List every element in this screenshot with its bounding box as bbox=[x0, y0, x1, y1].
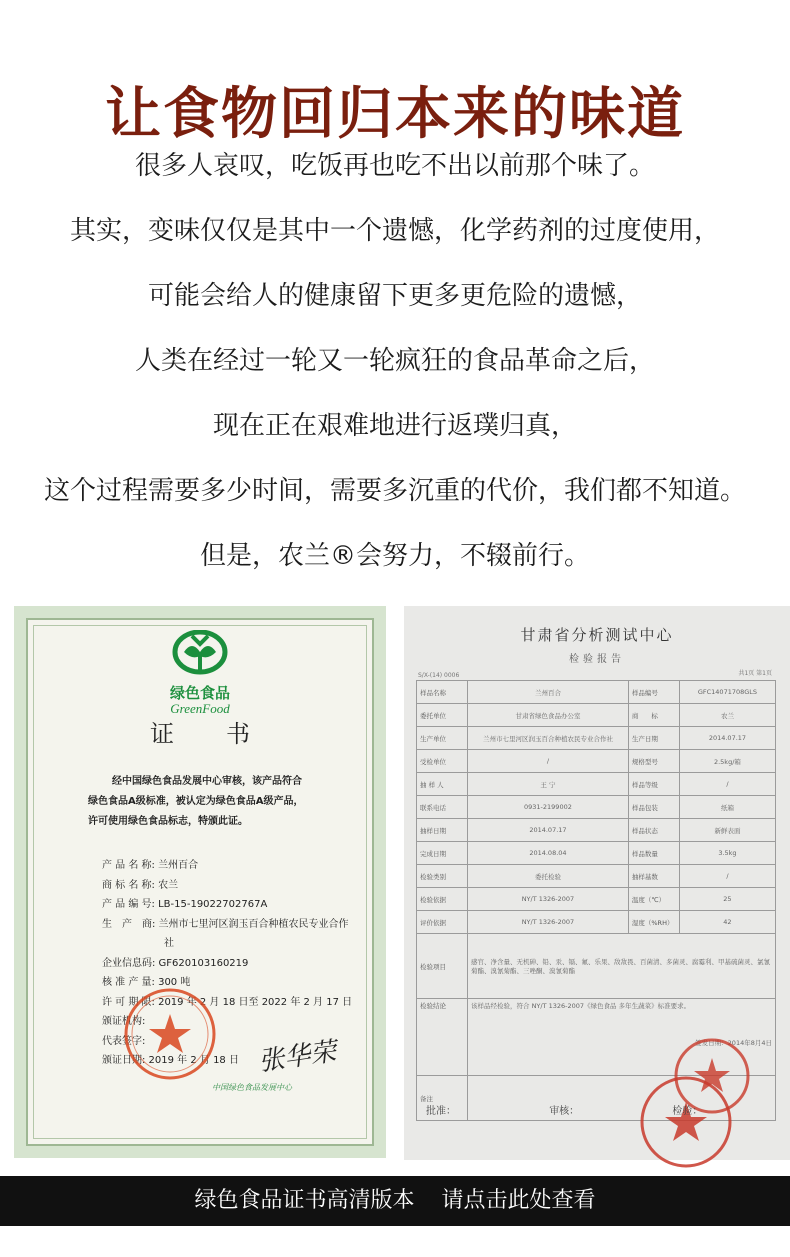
table-row bbox=[417, 888, 776, 911]
report-seal-2-icon bbox=[638, 1074, 734, 1174]
table-value: 42 bbox=[679, 911, 775, 934]
table-value: 兰州百合 bbox=[468, 681, 629, 704]
certificate-field: 产 品 名 称: 兰州百合 bbox=[102, 860, 199, 871]
review-label: 审核： bbox=[549, 1106, 580, 1117]
table-label: 抽样日期 bbox=[417, 819, 468, 842]
items-label: 检验项目 bbox=[417, 934, 468, 999]
table-label: 样品等级 bbox=[628, 773, 679, 796]
paragraph-line: 其实，变味仅仅是其中一个遗憾，化学药剂的过度使用， bbox=[69, 216, 720, 246]
table-label: 湿度（%RH） bbox=[628, 911, 679, 934]
certificate-statement bbox=[88, 772, 348, 832]
paragraph-line: 这个过程需要多少时间，需要多沉重的代价，我们都不知道。 bbox=[43, 476, 746, 506]
table-row bbox=[417, 934, 776, 999]
test-report[interactable] bbox=[404, 606, 790, 1160]
items-text: 感官、净含量、无机砷、铅、汞、镉、氟、乐果、敌敌畏、百菌清、多菌灵、腐霉利、甲基硫菌灵、氯氰菊酯、溴氰菊酯、三唑酮、溴氰菊酯 bbox=[468, 934, 776, 999]
certificate-field: 生 产 商: 兰州市七里河区润玉百合种植农民专业合作 bbox=[102, 918, 349, 930]
table-value: 委托检验 bbox=[468, 865, 629, 888]
banner-text[interactable] bbox=[0, 1176, 790, 1226]
certificate-title: 证书 bbox=[150, 720, 302, 748]
logo-english-text: GreenFood bbox=[170, 701, 230, 716]
certificate-field: 核 准 产 量: 300 吨 bbox=[102, 977, 191, 988]
table-label: 抽样基数 bbox=[628, 865, 679, 888]
table-value: 2014.07.17 bbox=[679, 727, 775, 750]
table-label: 抽 样 人 bbox=[417, 773, 468, 796]
official-seal-icon bbox=[122, 986, 218, 1086]
table-value: / bbox=[679, 773, 775, 796]
table-value: NY/T 1326-2007 bbox=[468, 888, 629, 911]
table-label: 样品编号 bbox=[628, 681, 679, 704]
report-title: 甘肃省分析测试中心 bbox=[520, 626, 674, 644]
table-value: 3.5kg bbox=[679, 842, 775, 865]
table-row bbox=[417, 819, 776, 842]
certificate-field: 企业信息码: GF620103160219 bbox=[102, 957, 249, 969]
signature: 张华荣 bbox=[256, 1036, 339, 1078]
statement-line: 绿色食品A级标准，被认定为绿色食品A级产品， bbox=[88, 796, 304, 807]
table-label: 生产日期 bbox=[628, 727, 679, 750]
certificate-field: 颁证日期: 2019 年 2 月 18 日 bbox=[102, 1055, 239, 1066]
table-row bbox=[417, 865, 776, 888]
conclusion-label: 检验结论 bbox=[417, 999, 468, 1076]
report-subtitle: 检验报告 bbox=[569, 654, 625, 665]
green-food-logo bbox=[170, 630, 230, 717]
table-label: 样品状态 bbox=[628, 819, 679, 842]
statement-line: 许可使用绿色食品标志，特颁此证。 bbox=[88, 816, 248, 827]
table-label: 温度（℃） bbox=[628, 888, 679, 911]
table-row bbox=[417, 911, 776, 934]
approve-label: 批准： bbox=[426, 1106, 456, 1117]
table-value: / bbox=[679, 865, 775, 888]
table-label: 样品名称 bbox=[417, 681, 468, 704]
green-food-emblem-icon bbox=[170, 630, 230, 676]
table-row bbox=[417, 842, 776, 865]
table-label: 完成日期 bbox=[417, 842, 468, 865]
remark-label: 备注 bbox=[417, 1076, 468, 1121]
table-value: 新鲜表面 bbox=[679, 819, 775, 842]
intro-paragraph bbox=[0, 142, 790, 597]
table-value: 纸箱 bbox=[679, 796, 775, 819]
table-value: 甘肃省绿色食品办公室 bbox=[468, 704, 629, 727]
table-label: 评价依据 bbox=[417, 911, 468, 934]
banner-left-text: 绿色食品证书高清版本 bbox=[194, 1188, 415, 1213]
table-value: 2.5kg/箱 bbox=[679, 750, 775, 773]
table-value: 农兰 bbox=[679, 704, 775, 727]
table-label: 规格型号 bbox=[628, 750, 679, 773]
table-value: 2014.07.17 bbox=[468, 819, 629, 842]
certificate-field: 商 标 名 称: 农兰 bbox=[102, 879, 179, 891]
table-label: 样品包装 bbox=[628, 796, 679, 819]
table-row bbox=[417, 704, 776, 727]
table-value: / bbox=[468, 750, 629, 773]
certificate-field: 许 可 期 限: 2019 年 2 月 18 日至 2022 年 2 月 17 日 bbox=[102, 996, 353, 1008]
certificate-field: 社 bbox=[164, 938, 174, 949]
conclusion-text: 该样品经检验，符合 NY/T 1326-2007《绿色食品 多年生蔬菜》标准要求。 bbox=[471, 1002, 691, 1010]
table-label: 商 标 bbox=[628, 704, 679, 727]
report-page: 共1页 第1页 bbox=[738, 670, 772, 677]
table-value: 0931-2199002 bbox=[468, 796, 629, 819]
table-value: GFC14071708GLS bbox=[679, 681, 775, 704]
table-value: 王 宁 bbox=[468, 773, 629, 796]
table-label: 检验依据 bbox=[417, 888, 468, 911]
table-row bbox=[417, 727, 776, 750]
certificate-field: 颁证机构: bbox=[102, 1016, 146, 1027]
paragraph-line: 但是，农兰®会努力，不辍前行。 bbox=[199, 541, 590, 571]
table-row bbox=[417, 681, 776, 704]
table-value: 兰州市七里河区润玉百合种植农民专业合作社 bbox=[468, 727, 629, 750]
headline: 让食物回归本来的味道 bbox=[105, 82, 685, 147]
statement-line: 经中国绿色食品发展中心审核，该产品符合 bbox=[112, 776, 302, 787]
report-signatures bbox=[426, 1102, 766, 1117]
view-hd-certificate-banner[interactable] bbox=[0, 1176, 790, 1226]
paragraph-line: 现在正在艰难地进行返璞归真， bbox=[212, 411, 577, 441]
table-value: NY/T 1326-2007 bbox=[468, 911, 629, 934]
table-label: 生产单位 bbox=[417, 727, 468, 750]
logo-chinese-text: 绿色食品 bbox=[169, 684, 231, 702]
certificate-field: 代表签字: bbox=[102, 1035, 146, 1047]
paragraph-line: 很多人哀叹，吃饭再也吃不出以前那个味了。 bbox=[134, 151, 655, 181]
issuer-seal-text: 中国绿色食品发展中心 bbox=[212, 1083, 292, 1092]
report-number: S/X-(14) 0006 bbox=[418, 672, 460, 679]
certificate-paper bbox=[26, 618, 374, 1146]
inspector-label: 检验： bbox=[672, 1106, 703, 1117]
sign-date: 签发日期：2014年8月4日 bbox=[695, 1039, 772, 1047]
table-label: 受检单位 bbox=[417, 750, 468, 773]
table-label: 检验类别 bbox=[417, 865, 468, 888]
banner-right-link[interactable]: 请点击此处查看 bbox=[441, 1188, 596, 1213]
table-label: 委托单位 bbox=[417, 704, 468, 727]
table-value: 2014.08.04 bbox=[468, 842, 629, 865]
certificate-field: 产 品 编 号: LB-15-19022702767A bbox=[102, 899, 268, 910]
paragraph-line: 人类在经过一轮又一轮疯狂的食品革命之后， bbox=[134, 346, 655, 376]
paragraph-line: 可能会给人的健康留下更多更危险的遗憾， bbox=[147, 281, 642, 311]
table-row bbox=[417, 796, 776, 819]
table-value: 25 bbox=[679, 888, 775, 911]
table-row bbox=[417, 750, 776, 773]
table-label: 联系电话 bbox=[417, 796, 468, 819]
table-label: 样品数量 bbox=[628, 842, 679, 865]
table-row bbox=[417, 773, 776, 796]
green-food-certificate[interactable] bbox=[14, 606, 386, 1158]
